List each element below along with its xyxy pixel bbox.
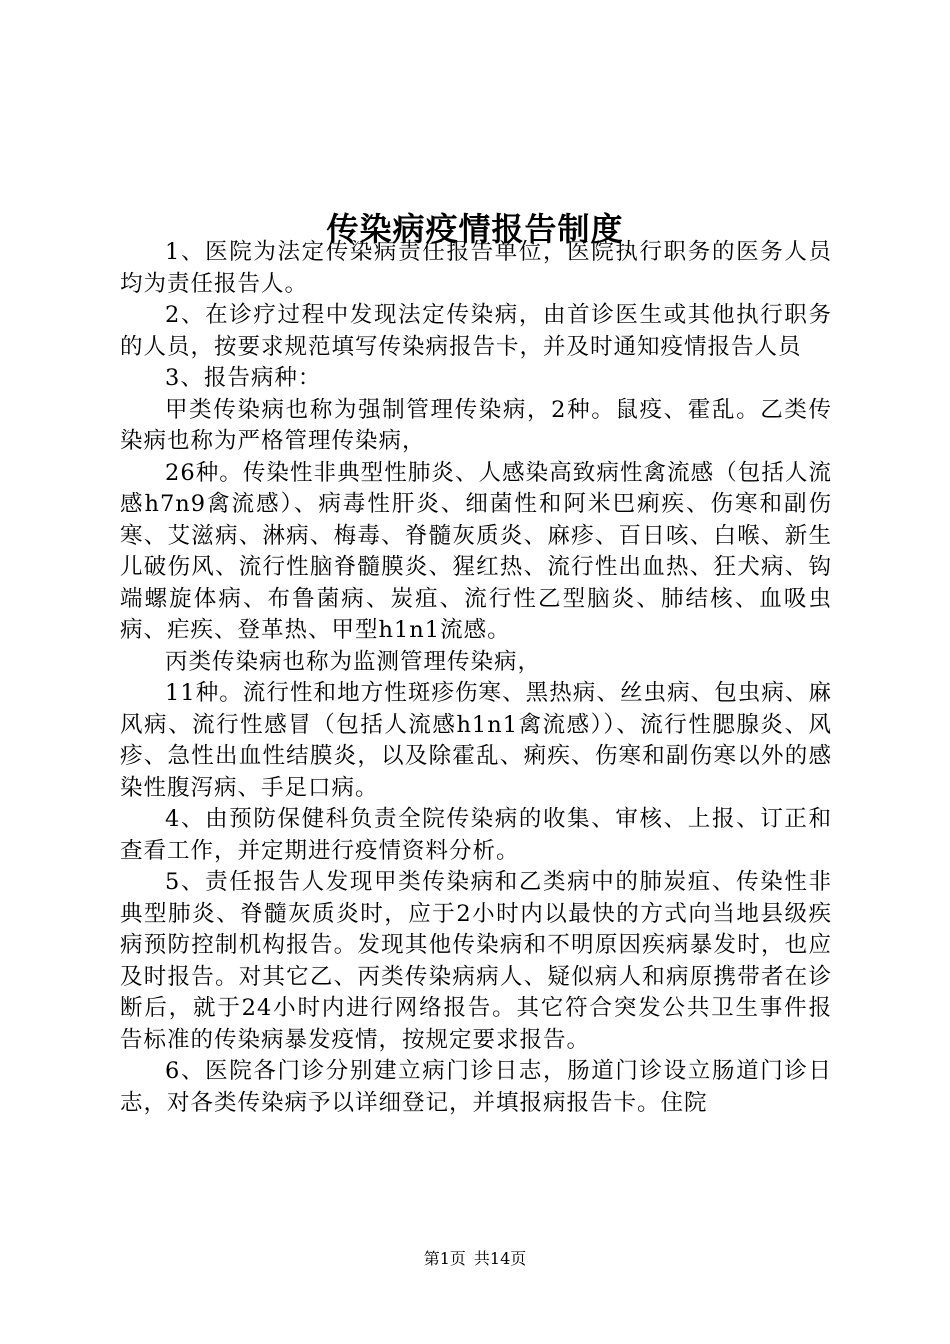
paragraph-9: 5、责任报告人发现甲类传染病和乙类病中的肺炭疽、传染性非典型肺炎、脊髓灰质炎时，应于2小时内以最快的方式向当地县级疾病预防控制机构报告。发现其他传染病和不明原因疾病暴发时，也应及时报告。对其它乙、丙类传染病病人、疑似病人和病原携带者在诊断后，就于24小时内进行网络报告。其它符合突发公共卫生事件报告标准的传染病暴发疫情，按规定要求报告。 [120,869,832,1053]
page-number-total: 共14页 [473,1249,527,1268]
page-number-current: 第1页 [423,1249,466,1268]
paragraph-2: 2、在诊疗过程中发现法定传染病，由首诊医生或其他执行职务的人员，按要求规范填写传染病报告卡，并及时通知疫情报告人员 [120,302,832,360]
paragraph-6: 丙类传染病也称为监测管理传染病， [165,648,542,675]
page-title: 传染病疫情报告制度 [326,210,624,249]
paragraph-5: 26种。传染性非典型性肺炎、人感染高致病性禽流感（包括人流感h7n9禽流感）、病毒性肝炎、细菌性和阿米巴痢疾、伤寒和副伤寒、艾滋病、淋病、梅毒、脊髓灰质炎、麻疹、百日咳、白喉、新生儿破伤风、流行性脑脊髓膜炎、猩红热、流行性出血热、狂犬病、钩端螺旋体病、布鲁菌病、炭疽、流行性乙型脑炎、肺结核、血吸虫病、疟疾、登革热、甲型h1n1流感。 [120,459,832,643]
paragraph-3: 3、报告病种： [165,365,322,391]
paragraph-4: 甲类传染病也称为强制管理传染病，2种。鼠疫、霍乱。乙类传染病也称为严格管理传染病， [120,396,832,454]
paragraph-1: 1、医院为法定传染病责任报告单位，医院执行职务的医务人员均为责任报告人。 [120,239,832,297]
paragraph-10: 6、医院各门诊分别建立病门诊日志，肠道门诊设立肠道门诊日志，对各类传染病予以详细登记，并填报病报告卡。住院 [120,1058,832,1116]
page-footer [0,1248,950,1270]
document-body [120,237,832,1119]
paragraph-8: 4、由预防保健科负责全院传染病的收集、审核、上报、订正和查看工作，并定期进行疫情资料分析。 [120,806,832,864]
paragraph-7: 11种。流行性和地方性斑疹伤寒、黑热病、丝虫病、包虫病、麻风病、流行性感冒（包括人流感h1n1禽流感））、流行性腮腺炎、风疹、急性出血性结膜炎，以及除霍乱、痢疾、伤寒和副伤寒以外的感染性腹泻病、手足口病。 [120,680,832,801]
